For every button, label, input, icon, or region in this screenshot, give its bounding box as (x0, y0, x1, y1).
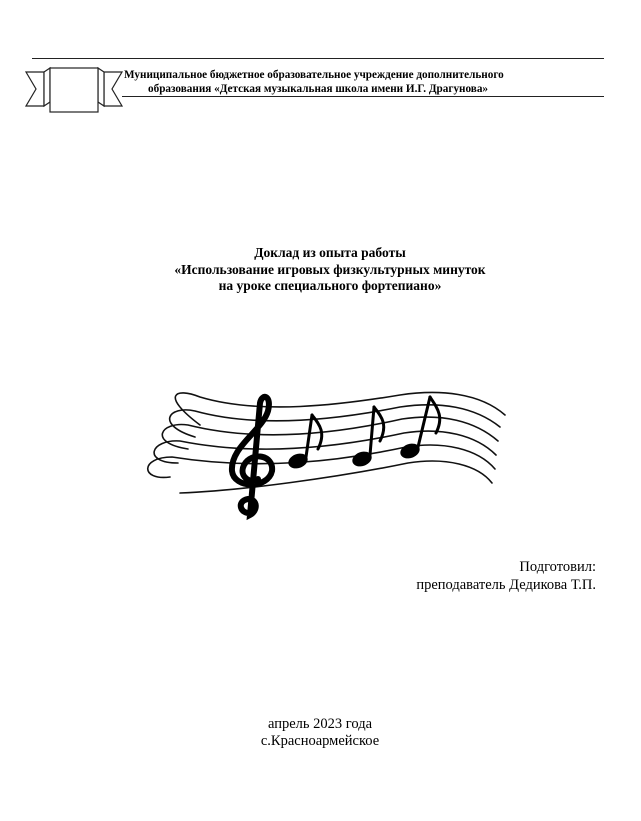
footer-date: апрель 2023 года (267, 716, 373, 732)
title-line-3: на уроке специального фортепиано» (218, 278, 442, 293)
organization-line-2: образования «Детская музыкальная школа имени И.Г. Драгунова» (148, 83, 489, 95)
header-mid-rule (122, 96, 604, 97)
report-title (130, 245, 530, 295)
footer-place: с.Красноармейское (260, 733, 380, 749)
organization-line-1: Муниципальное бюджетное образовательное учреждение дополнительного (124, 69, 504, 81)
prepared-by (296, 558, 596, 594)
title-line-2: «Использование игровых физкультурных минуток (174, 261, 486, 277)
ribbon-banner-icon (24, 64, 124, 116)
prepared-label: Подготовил: (519, 559, 596, 575)
prepared-author: преподаватель Дедикова Т.П. (416, 577, 596, 593)
header-top-rule (32, 58, 604, 59)
music-staff-treble-clef-notes-icon (140, 385, 510, 525)
footer (170, 716, 470, 750)
title-line-1: Доклад из опыта работы (254, 245, 406, 260)
organization-name (124, 68, 574, 96)
